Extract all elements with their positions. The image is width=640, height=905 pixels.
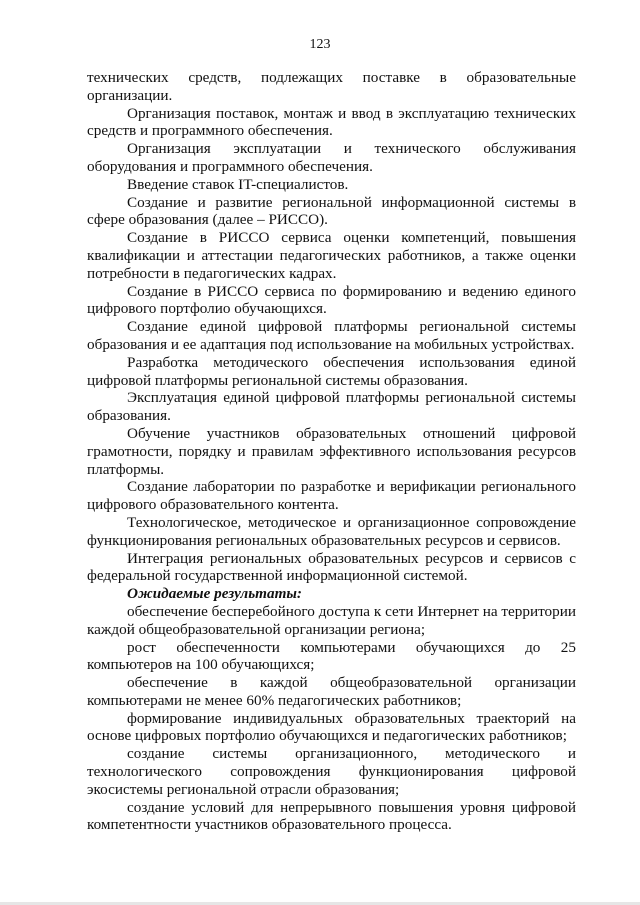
result-item-6: создание условий для непрерывного повышения уровня цифровой компетентности участников образовательного процесса. <box>87 798 576 834</box>
paragraph-3: Организация эксплуатации и технического обслуживания оборудования и программного обеспечения. <box>87 140 576 175</box>
paragraph-12: Создание лаборатории по разработке и верификации регионального цифрового образовательного контента. <box>87 478 576 514</box>
result-item-4: формирование индивидуальных образовательных траекторий на основе цифровых портфолио обучающихся и педагогических работников; <box>87 709 576 745</box>
result-item-5: создание системы организационного, методического и технологического сопровождения функционирования цифровой экосистемы региональной отрасли образования; <box>87 745 576 798</box>
paragraph-1: технических средств, подлежащих поставке в образовательные организации. <box>87 69 576 104</box>
result-item-3: обеспечение в каждой общеобразовательной организации компьютерами не менее 60% педагогических работников; <box>87 674 576 709</box>
paragraph-7: Создание в РИССО сервиса по формированию и ведению единого цифрового портфолио обучающихся. <box>87 282 576 318</box>
paragraph-5: Создание и развитие региональной информационной системы в сфере образования (далее – РИССО). <box>87 193 576 229</box>
paragraph-4: Введение ставок IT-специалистов. <box>127 175 349 193</box>
result-item-2: рост обеспеченности компьютерами обучающихся до 25 компьютеров на 100 обучающихся; <box>87 638 576 674</box>
result-item-1: обеспечение бесперебойного доступа к сети Интернет на территории каждой общеобразовательной организации региона; <box>87 602 576 638</box>
paragraph-14: Интеграция региональных образовательных ресурсов и сервисов с федеральной государственной информационной системой. <box>87 549 576 585</box>
paragraph-8: Создание единой цифровой платформы региональной системы образования и ее адаптация под использование на мобильных устройствах. <box>87 318 576 353</box>
paragraph-11: Обучение участников образовательных отношений цифровой грамотности, порядку и правилам эффективного использования ресурсов платформы. <box>87 424 576 478</box>
page-body <box>87 69 576 834</box>
paragraph-13: Технологическое, методическое и организационное сопровождение функционирования региональных образовательных ресурсов и сервисов. <box>87 513 576 549</box>
page-number: 123 <box>309 37 331 52</box>
paragraph-6: Создание в РИССО сервиса оценки компетенций, повышения квалификации и аттестации педагогических работников, а также оценки потребности в педагогических кадрах. <box>87 229 576 282</box>
section-heading-expected-results: Ожидаемые результаты: <box>127 585 302 603</box>
paragraph-9: Разработка методического обеспечения использования единой цифровой платформы региональной системы образования. <box>87 353 576 389</box>
paragraph-10: Эксплуатация единой цифровой платформы региональной системы образования. <box>87 389 576 425</box>
paragraph-2: Организация поставок, монтаж и ввод в эксплуатацию технических средств и программного обеспечения. <box>87 104 576 140</box>
